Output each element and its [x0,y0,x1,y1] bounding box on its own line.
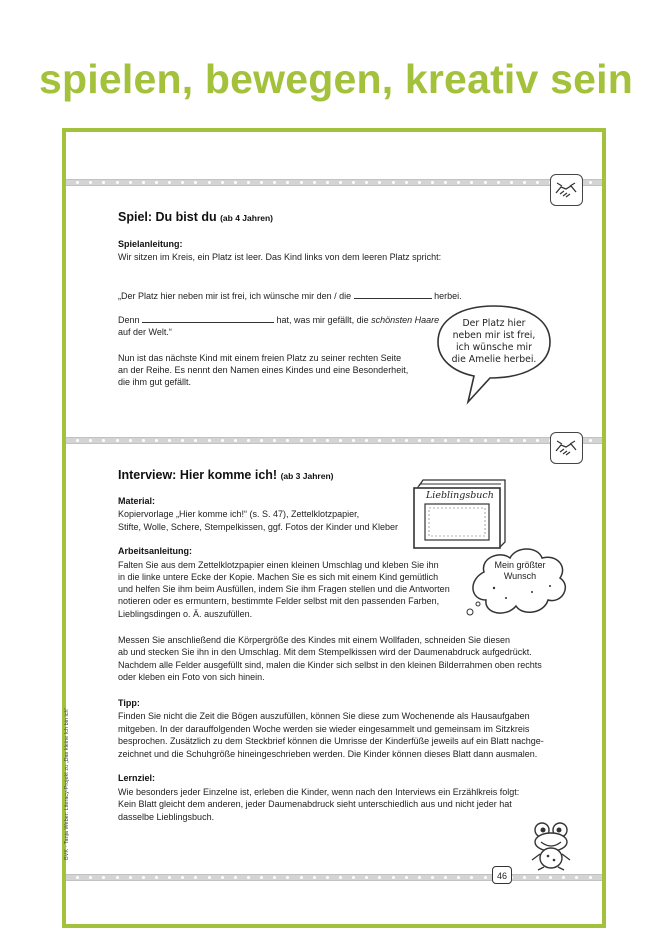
measure-line-4: oder kleben ein Foto von sich hinein. [118,672,265,682]
work-line-3: und helfen Sie ihm beim Ausfüllen, indem Sie ihm Fragen stellen und die Antworten [118,584,450,594]
divider-band [66,179,602,186]
tip-label: Tipp: [118,698,140,708]
work-line-1: Falten Sie aus dem Zettelklotzpapier einen kleinen Umschlag und kleben Sie ihn [118,560,439,570]
game-para-3: die ihm gut gefällt. [118,377,192,387]
quote-line-1: „Der Platz hier neben mir ist frei, ich wünsche mir den / die herbei. [118,291,462,301]
goal-line-3: dasselbe Lieblingsbuch. [118,812,215,822]
work-line-4: notieren oder es ermuntern, bestimmte Felder selbst mit den passenden Farben, [118,596,440,606]
cloud-text: Mein größter Wunsch [494,560,546,581]
frog-icon [526,820,576,872]
work-line-5: Lieblingsdingen o. Ä. auszufüllen. [118,609,253,619]
material-line-1: Kopiervorlage „Hier komme ich!“ (s. S. 47), Zettelklotzpapier, [118,509,360,519]
game-para-2: an der Reihe. Es nennt den Namen eines Kindes und eine Besonderheit, [118,365,409,375]
work-label: Arbeitsanleitung: [118,546,193,556]
tip-line-1: Finden Sie nicht die Zeit die Bögen auszufüllen, können Sie diese zum Wochenende als Hausaufgaben [118,711,530,721]
cloud-icon [462,542,574,622]
tip-line-4: zeichnet und die Schuhgröße hineingeschrieben werden. Die Kinder können dieses Blatt dann ausmalen. [118,749,538,759]
content-frame [62,128,606,928]
material-label: Material: [118,496,156,506]
tip-line-2: mitgeben. In der darauffolgenden Woche werden sie wieder eingesammelt und gemeinsam im Sitzkreis [118,724,530,734]
goal-label: Lernziel: [118,773,156,783]
interview-title: Interview: Hier komme ich! (ab 3 Jahren) [118,468,334,482]
book-icon [411,472,511,552]
measure-line-1: Messen Sie anschließend die Körpergröße des Kindes mit einem Wollfaden, schneiden Sie diesen [118,635,511,645]
instructions-text: Wir sitzen im Kreis, ein Platz ist leer. Das Kind links von dem leeren Platz spricht: [118,252,442,262]
measure-line-2: ab und stecken Sie ihn in den Umschlag. Mit dem Stempelkissen wird der Daumenabdruck aufgedrückt. [118,647,532,657]
tip-line-3: besprochen. Zusätzlich zu dem Steckbrief können die Umrisse der Kinderfüße jeweils auf ein Blatt nachge- [118,736,544,746]
material-line-2: Stifte, Wolle, Schere, Stempelkissen, ggf. Fotos der Kinder und Kleber [118,522,398,532]
divider-band [66,437,602,444]
goal-line-2: Kein Blatt gleicht dem anderen, jeder Daumenabdruck sieht unterschiedlich aus und nicht jeder hat [118,799,512,809]
game-para-1: Nun ist das nächste Kind mit einem freien Platz zu seiner rechten Seite [118,353,402,363]
handshake-icon [550,432,583,464]
page-headline: spielen, bewegen, kreativ sein [39,56,633,102]
work-line-2: in die linke untere Ecke der Kopie. Machen Sie es sich mit einem Kind gemütlich [118,572,439,582]
book-title: Lieblingsbuch [426,490,494,501]
side-note: BVK · Tanja Weber: Literacy-Projekt zu „Das kleine Ich bin ich“ [64,707,70,860]
game-title: Spiel: Du bist du (ab 4 Jahren) [118,210,273,224]
divider-band [66,874,602,881]
handshake-icon [550,174,583,206]
quote-line-3: auf der Welt.“ [118,327,172,337]
speech-bubble-text: Der Platz hier neben mir ist frei, ich wünsche mir die Amelie herbei. [451,318,537,365]
quote-line-2: Denn hat, was mir gefällt, die schönsten Haare [118,315,440,325]
goal-line-1: Wie besonders jeder Einzelne ist, erleben die Kinder, wenn nach den Interviews ein Erzählkreis folgt: [118,787,520,797]
measure-line-3: Nachdem alle Felder ausgefüllt sind, malen die Kinder sich selbst in den kleinen Bilderrahmen oben rechts [118,660,542,670]
page-number: 46 [492,866,512,884]
instructions-label: Spielanleitung: [118,239,183,249]
